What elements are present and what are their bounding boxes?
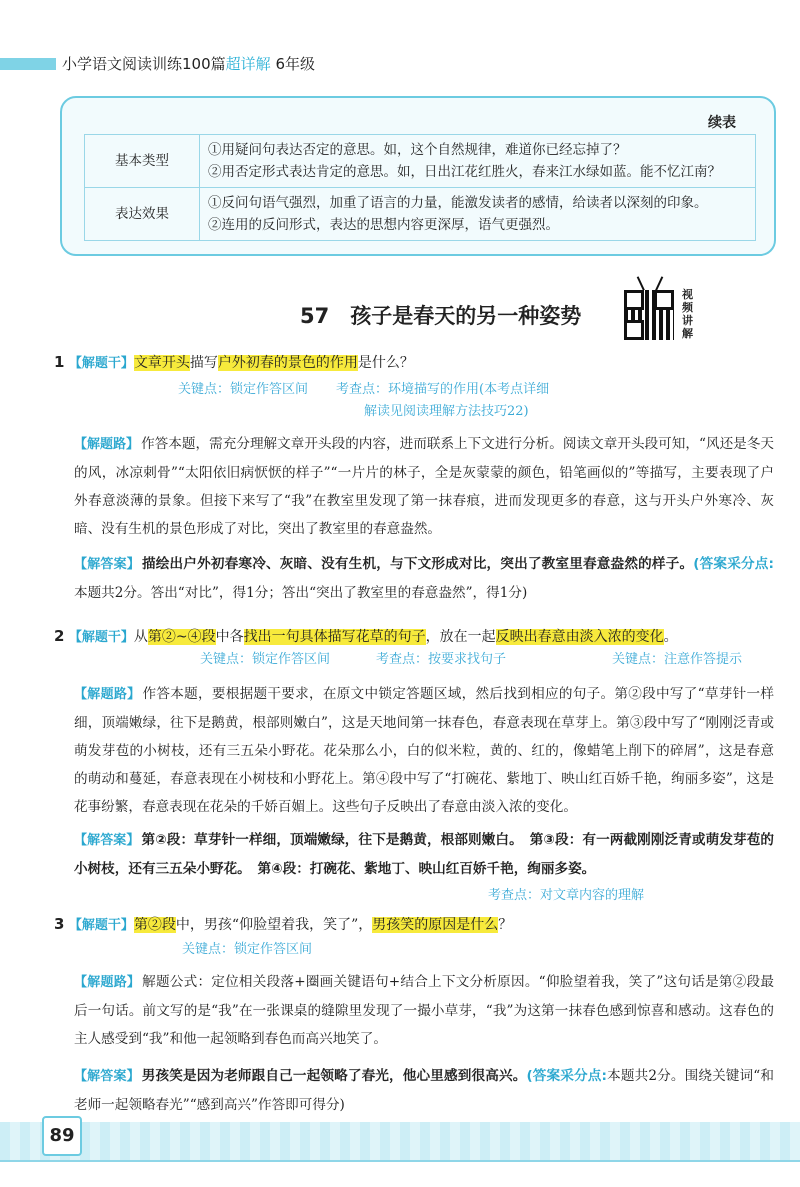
footer-line bbox=[0, 1160, 800, 1162]
question-3-stem: 3 【解题干】第②段中，男孩“仰脸望着我，笑了”，男孩笑的原因是什么？ bbox=[54, 915, 513, 933]
annotation: 关键点：锁定作答区间 bbox=[200, 652, 331, 667]
qr-code[interactable] bbox=[624, 290, 674, 340]
question-1-stem: 1 【解题干】文章开头描写户外初春的景色的作用是什么？ bbox=[54, 353, 414, 371]
q3-answer: 【解答案】 男孩笑是因为老师跟自己一起领略了春光，他心里感到很高兴。(答案采分点:本题共2分。围绕关键词“和老师一起领略春光”“感到高兴”作答即可得分) bbox=[74, 1068, 774, 1113]
annotation: 考查点：对文章内容的理解 bbox=[488, 888, 645, 903]
annotation: 解读见阅读理解方法技巧22) bbox=[364, 404, 529, 419]
annotation: 关键点：锁定作答区间 bbox=[182, 942, 313, 957]
q1-answer: 【解答案】 描绘出户外初春寒冷、灰暗、没有生机，与下文形成对比，突出了教室里春意盎然的样子。(答案采分点:本题共2分。答出“对比”，得1分；答出“突出了教室里的春意盎然”，得1分) bbox=[74, 556, 774, 601]
header-stripe bbox=[0, 58, 56, 70]
header-text: 小学语文阅读训练100篇超详解 6年级 bbox=[62, 55, 315, 73]
q2-method: 【解题路】 作答本题，要根据题干要求，在原文中锁定答题区域，然后找到相应的句子。第②段中写了“草芽针一样细，顶端嫩绿，往下是鹅黄，根部则嫩白”，这是天地间第一抹春色，春意表现在草芽上。第③段中写了“刚刚泛青或萌发芽苞的小树枝，还有三五朵小野花。花朵那么小，白的似米粒，黄的、红的，像蜡笔上削下的碎屑”，这是春意的萌动和蔓延，春意表现在小树枝和小野花上。第④段中写了“打碗花、紫地丁、映山红百娇千艳，绚丽多姿”，这是花事纷繁，春意表现在花朵的千娇百媚上。这些句子反映出了春意由淡入浓的变化。 bbox=[74, 686, 774, 815]
question-2-stem: 2 【解题干】从第②~④段中各找出一句具体描写花草的句子，放在一起反映出春意由淡入浓的变化。 bbox=[54, 627, 678, 645]
row-content: ①反问句语气强烈，加重了语言的力量，能激发读者的感情，给读者以深刻的印象。 ②连用的反问形式，表达的思想内容更深厚，语气更强烈。 bbox=[200, 188, 756, 241]
summary-table bbox=[84, 134, 756, 241]
annotation: 考查点：环境描写的作用(本考点详细 bbox=[336, 382, 550, 397]
summary-table-box bbox=[60, 96, 776, 256]
qr-label: 视频讲解 bbox=[682, 288, 693, 340]
row-label: 基本类型 bbox=[85, 135, 200, 188]
footer-band bbox=[0, 1122, 800, 1160]
continued-label: 续表 bbox=[708, 115, 736, 131]
running-header bbox=[0, 52, 315, 76]
table-row bbox=[85, 135, 756, 188]
annotation: 考查点：按要求找句子 bbox=[376, 652, 507, 667]
row-content: ①用疑问句表达否定的意思。如，这个自然规律，难道你已经忘掉了？ ②用否定形式表达肯定的意思。如，日出江花红胜火，春来江水绿如蓝。能不忆江南？ bbox=[200, 135, 756, 188]
annotation: 关键点：锁定作答区间 bbox=[178, 382, 309, 397]
q2-answer: 【解答案】 第②段：草芽针一样细，顶端嫩绿，往下是鹅黄，根部则嫩白。 第③段：有一两截刚刚泛青或萌发芽苞的小树枝，还有三五朵小野花。 第④段：打碗花、紫地丁、映山红百娇千艳，绚丽多姿。 bbox=[74, 832, 774, 877]
table-row bbox=[85, 188, 756, 241]
row-label: 表达效果 bbox=[85, 188, 200, 241]
header-grade: 6年级 bbox=[275, 55, 315, 73]
annotation: 关键点：注意作答提示 bbox=[612, 652, 743, 667]
page-number: 89 bbox=[42, 1116, 82, 1156]
q1-method: 【解题路】 作答本题，需充分理解文章开头段的内容，进而联系上下文进行分析。阅读文章开头段可知，“风还是冬天的风，冰凉刺骨”“太阳依旧病恹恹的样子”“一片片的林子，全是灰蒙蒙的颜色，铅笔画似的”等描写，主要表现了户外春意淡薄的景象。但接下来写了“我”在教室里发现了第一抹春痕，进而发现更多的春意，这与开头户外寒冷、灰暗、没有生机的景色形成了对比，突出了教室里的春意盎然。 bbox=[74, 436, 774, 537]
header-edition: 超详解 bbox=[225, 55, 271, 73]
article-title: 57 孩子是春天的另一种姿势 bbox=[300, 304, 582, 328]
q3-method: 【解题路】 解题公式：定位相关段落+圈画关键语句+结合上下文分析原因。“仰脸望着我，笑了”这句话是第②段最后一句话。前文写的是“我”在一张课桌的缝隙里发现了一撮小草芽，“我”为这第一抹春色感到惊喜和感动。这春色的主人感受到“我”和他一起领略到春色而高兴地笑了。 bbox=[74, 974, 774, 1047]
